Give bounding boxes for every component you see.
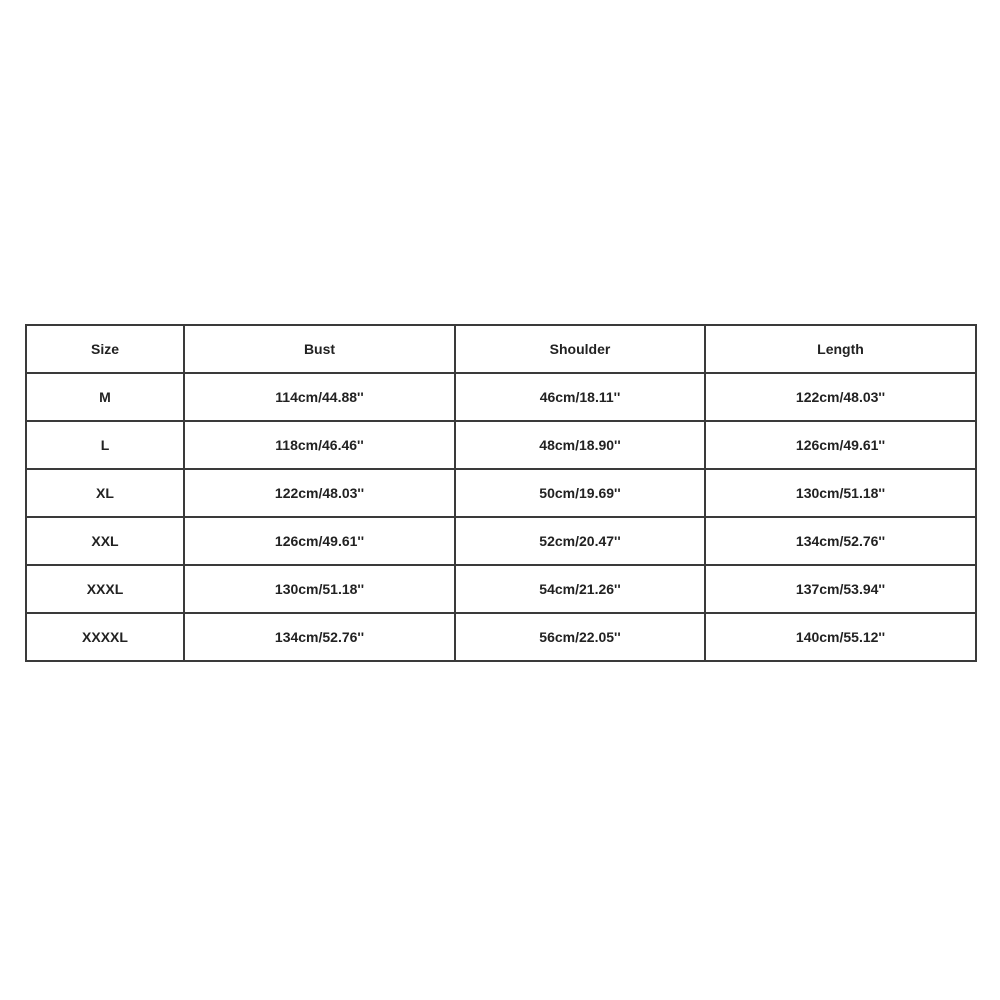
- table-row: [26, 421, 976, 469]
- cell-shoulder: 50cm/19.69'': [455, 469, 705, 517]
- cell-size: XXL: [26, 517, 184, 565]
- cell-size: M: [26, 373, 184, 421]
- table-row: [26, 469, 976, 517]
- cell-length: 140cm/55.12'': [705, 613, 976, 661]
- table-row: [26, 373, 976, 421]
- cell-size: XXXL: [26, 565, 184, 613]
- cell-shoulder: 48cm/18.90'': [455, 421, 705, 469]
- cell-bust: 122cm/48.03'': [184, 469, 455, 517]
- cell-size: L: [26, 421, 184, 469]
- cell-length: 130cm/51.18'': [705, 469, 976, 517]
- cell-bust: 114cm/44.88'': [184, 373, 455, 421]
- cell-bust: 126cm/49.61'': [184, 517, 455, 565]
- cell-shoulder: 54cm/21.26'': [455, 565, 705, 613]
- header-shoulder: Shoulder: [455, 325, 705, 373]
- cell-bust: 130cm/51.18'': [184, 565, 455, 613]
- header-length: Length: [705, 325, 976, 373]
- cell-shoulder: 46cm/18.11'': [455, 373, 705, 421]
- table-row: [26, 517, 976, 565]
- cell-length: 134cm/52.76'': [705, 517, 976, 565]
- header-row: [26, 325, 976, 373]
- cell-size: XXXXL: [26, 613, 184, 661]
- header-bust: Bust: [184, 325, 455, 373]
- size-chart-table: [25, 324, 977, 662]
- cell-length: 122cm/48.03'': [705, 373, 976, 421]
- cell-shoulder: 52cm/20.47'': [455, 517, 705, 565]
- cell-shoulder: 56cm/22.05'': [455, 613, 705, 661]
- table-row: [26, 613, 976, 661]
- cell-size: XL: [26, 469, 184, 517]
- cell-bust: 118cm/46.46'': [184, 421, 455, 469]
- size-chart-body: [26, 373, 976, 661]
- size-chart-header: [26, 325, 976, 373]
- cell-length: 137cm/53.94'': [705, 565, 976, 613]
- cell-length: 126cm/49.61'': [705, 421, 976, 469]
- table-row: [26, 565, 976, 613]
- header-size: Size: [26, 325, 184, 373]
- cell-bust: 134cm/52.76'': [184, 613, 455, 661]
